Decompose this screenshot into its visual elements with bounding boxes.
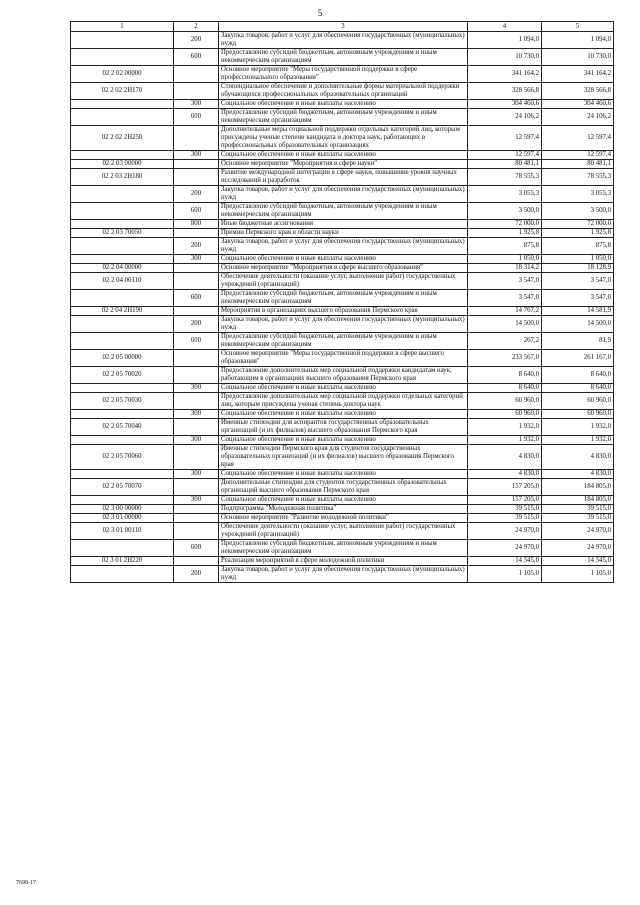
amount-year-1: 12 597,4 — [468, 126, 542, 151]
item-name: Предоставление субсидий бюджетным, автономным учреждениям и иным некоммерческим организациям — [219, 540, 468, 557]
table-row — [71, 307, 614, 316]
item-name: Премии Пермского края в области науки — [219, 229, 468, 238]
expense-type-code: 200 — [174, 316, 219, 333]
amount-year-1: 24 970,0 — [468, 523, 542, 540]
amount-year-1: 60 960,0 — [468, 393, 542, 410]
amount-year-1: 157 205,0 — [468, 496, 542, 505]
item-name: Закупка товаров, работ и услуг для обеспечения государственных (муниципальных) нужд — [219, 186, 468, 203]
amount-year-1: 60 960,0 — [468, 410, 542, 419]
budget-classification-code — [71, 203, 174, 220]
expense-type-code — [174, 445, 219, 470]
amount-year-2: 1 925,8 — [542, 229, 614, 238]
amount-year-2: 4 830,0 — [542, 470, 614, 479]
amount-year-1: 3 055,3 — [468, 186, 542, 203]
item-name: Иные бюджетные ассигнования — [219, 220, 468, 229]
expense-type-code: 600 — [174, 109, 219, 126]
item-name: Предоставление субсидий бюджетным, автономным учреждениям и иным некоммерческим организациям — [219, 109, 468, 126]
amount-year-2: 39 515,0 — [542, 505, 614, 514]
amount-year-1: 39 515,0 — [468, 505, 542, 514]
table-row — [71, 151, 614, 160]
table-row — [71, 255, 614, 264]
amount-year-1: 1 105,0 — [468, 566, 542, 583]
table-row — [71, 169, 614, 186]
table-row — [71, 566, 614, 583]
budget-classification-code: 02 2 05 70030 — [71, 393, 174, 410]
item-name: Социальное обеспечение и иные выплаты населению — [219, 100, 468, 109]
amount-year-1: 328 566,8 — [468, 83, 542, 100]
amount-year-2: 14 500,0 — [542, 316, 614, 333]
budget-classification-code — [71, 290, 174, 307]
header-col-1: 1 — [71, 22, 174, 32]
amount-year-1: 1 925,8 — [468, 229, 542, 238]
item-name: Основное мероприятие "Меры государственной поддержки в сфере профессионального образования" — [219, 66, 468, 83]
amount-year-2: 341 164,2 — [542, 66, 614, 83]
budget-classification-code — [71, 238, 174, 255]
budget-classification-code — [71, 49, 174, 66]
expense-type-code: 300 — [174, 496, 219, 505]
table-row — [71, 505, 614, 514]
amount-year-2: 78 555,3 — [542, 169, 614, 186]
expense-type-code — [174, 169, 219, 186]
expense-type-code: 200 — [174, 32, 219, 49]
amount-year-2: 14 545,0 — [542, 557, 614, 566]
footer-code: 7698-17 — [16, 880, 36, 886]
amount-year-2: 12 597,4 — [542, 151, 614, 160]
amount-year-1: 1 050,0 — [468, 255, 542, 264]
table-row — [71, 229, 614, 238]
amount-year-2: 24 970,0 — [542, 540, 614, 557]
amount-year-2: 261 167,0 — [542, 350, 614, 367]
amount-year-1: 24 970,0 — [468, 540, 542, 557]
table-row — [71, 186, 614, 203]
item-name: Предоставление субсидий бюджетным, автономным учреждениям и иным некоммерческим организациям — [219, 49, 468, 66]
amount-year-2: 12 597,4 — [542, 126, 614, 151]
amount-year-2: 8 640,0 — [542, 367, 614, 384]
budget-classification-code: 02 2 03 2Н180 — [71, 169, 174, 186]
amount-year-1: 233 567,0 — [468, 350, 542, 367]
amount-year-2: 39 515,0 — [542, 514, 614, 523]
amount-year-1: 10 730,0 — [468, 49, 542, 66]
expense-type-code: 600 — [174, 49, 219, 66]
table-row — [71, 160, 614, 169]
budget-classification-code: 02 2 05 70020 — [71, 367, 174, 384]
table-row — [71, 220, 614, 229]
amount-year-2: 1 050,0 — [542, 255, 614, 264]
item-name: Основное мероприятие "Мероприятия в сфере науки" — [219, 160, 468, 169]
amount-year-2: 1 932,0 — [542, 436, 614, 445]
amount-year-1: 304 460,6 — [468, 100, 542, 109]
expense-type-code — [174, 505, 219, 514]
budget-classification-code — [71, 384, 174, 393]
budget-classification-code: 02 2 05 00000 — [71, 350, 174, 367]
expense-type-code: 300 — [174, 255, 219, 264]
amount-year-2: 14 581,9 — [542, 307, 614, 316]
budget-classification-code — [71, 109, 174, 126]
amount-year-1: 80 481,1 — [468, 160, 542, 169]
budget-table-body — [71, 22, 614, 583]
amount-year-1: 341 164,2 — [468, 66, 542, 83]
budget-classification-code — [71, 151, 174, 160]
amount-year-1: 3 500,0 — [468, 203, 542, 220]
table-row — [71, 445, 614, 470]
table-row — [71, 264, 614, 273]
amount-year-1: 267,2 — [468, 333, 542, 350]
budget-classification-code — [71, 100, 174, 109]
expense-type-code: 300 — [174, 470, 219, 479]
table-row — [71, 470, 614, 479]
table-row — [71, 410, 614, 419]
item-name: Социальное обеспечение и иные выплаты населению — [219, 255, 468, 264]
amount-year-2: 24 106,2 — [542, 109, 614, 126]
amount-year-2: 184 805,0 — [542, 496, 614, 505]
expense-type-code — [174, 557, 219, 566]
budget-classification-code: 02 2 05 70070 — [71, 479, 174, 496]
table-row — [71, 496, 614, 505]
expense-type-code: 300 — [174, 436, 219, 445]
expense-type-code: 300 — [174, 100, 219, 109]
amount-year-2: 328 566,8 — [542, 83, 614, 100]
item-name: Предоставление дополнительных мер социальной поддержки отдельных категорий лиц, которым присуждена ученая степень доктора наук — [219, 393, 468, 410]
item-name: Подпрограмма "Молодежная политика" — [219, 505, 468, 514]
table-row — [71, 367, 614, 384]
budget-classification-code: 02 2 02 2Н170 — [71, 83, 174, 100]
expense-type-code — [174, 83, 219, 100]
table-header-row — [71, 22, 614, 32]
expense-type-code — [174, 393, 219, 410]
amount-year-2: 3 055,3 — [542, 186, 614, 203]
amount-year-2: 18 128,9 — [542, 264, 614, 273]
table-row — [71, 32, 614, 49]
item-name: Закупка товаров, работ и услуг для обеспечения государственных (муниципальных) нужд — [219, 566, 468, 583]
budget-classification-code — [71, 255, 174, 264]
amount-year-2: 60 960,0 — [542, 410, 614, 419]
amount-year-1: 157 205,0 — [468, 479, 542, 496]
table-row — [71, 557, 614, 566]
page-number: 5 — [317, 8, 323, 18]
budget-classification-code: 02 2 05 70060 — [71, 445, 174, 470]
budget-classification-code: 02 2 04 00000 — [71, 264, 174, 273]
table-row — [71, 273, 614, 290]
item-name: Предоставление субсидий бюджетным, автономным учреждениям и иным некоммерческим организациям — [219, 203, 468, 220]
table-row — [71, 49, 614, 66]
expense-type-code: 200 — [174, 566, 219, 583]
table-row — [71, 384, 614, 393]
item-name: Основное мероприятие "Мероприятия в сфере высшего образования" — [219, 264, 468, 273]
budget-classification-code — [71, 496, 174, 505]
header-col-3: 3 — [219, 22, 468, 32]
table-row — [71, 436, 614, 445]
item-name: Социальное обеспечение и иные выплаты населению — [219, 384, 468, 393]
amount-year-1: 1 932,0 — [468, 436, 542, 445]
item-name: Предоставление субсидий бюджетным, автономным учреждениям и иным некоммерческим организациям — [219, 333, 468, 350]
table-row — [71, 66, 614, 83]
expense-type-code — [174, 160, 219, 169]
amount-year-1: 14 545,0 — [468, 557, 542, 566]
table-row — [71, 419, 614, 436]
header-col-4: 4 — [468, 22, 542, 32]
expense-type-code: 200 — [174, 238, 219, 255]
budget-classification-code: 02 2 02 00000 — [71, 66, 174, 83]
item-name: Закупка товаров, работ и услуг для обеспечения государственных (муниципальных) нужд — [219, 238, 468, 255]
expense-type-code — [174, 273, 219, 290]
budget-classification-code: 02 3 01 00110 — [71, 523, 174, 540]
expense-type-code — [174, 307, 219, 316]
amount-year-1: 875,8 — [468, 238, 542, 255]
item-name: Социальное обеспечение и иные выплаты населению — [219, 496, 468, 505]
table-row — [71, 316, 614, 333]
amount-year-1: 12 597,4 — [468, 151, 542, 160]
amount-year-1: 1 094,0 — [468, 32, 542, 49]
budget-classification-code — [71, 32, 174, 49]
amount-year-2: 1 094,0 — [542, 32, 614, 49]
item-name: Именные стипендии для аспирантов государственных образовательных организаций (и их филиалов) высшего образования Пермского края — [219, 419, 468, 436]
expense-type-code: 600 — [174, 290, 219, 307]
item-name: Развитие международной интеграции в сфере науки, повышение уровня научных исследований и разработок — [219, 169, 468, 186]
expense-type-code: 200 — [174, 186, 219, 203]
item-name: Стипендиальное обеспечение и дополнительные формы материальной поддержки обучающихся профессиональных образовательных организаций — [219, 83, 468, 100]
budget-classification-code — [71, 316, 174, 333]
amount-year-2: 3 547,0 — [542, 290, 614, 307]
table-row — [71, 126, 614, 151]
item-name: Социальное обеспечение и иные выплаты населению — [219, 410, 468, 419]
item-name: Предоставление дополнительных мер социальной поддержки кандидатам наук, работающим в организациях высшего образования Пермского края — [219, 367, 468, 384]
amount-year-2: 72 000,0 — [542, 220, 614, 229]
amount-year-2: 1 105,0 — [542, 566, 614, 583]
budget-classification-code: 02 2 05 70040 — [71, 419, 174, 436]
item-name: Мероприятия в организациях высшего образования Пермского края — [219, 307, 468, 316]
budget-classification-code: 02 2 04 2Н190 — [71, 307, 174, 316]
item-name: Предоставление субсидий бюджетным, автономным учреждениям и иным некоммерческим организациям — [219, 290, 468, 307]
budget-classification-code: 02 2 03 00000 — [71, 160, 174, 169]
expense-type-code: 600 — [174, 333, 219, 350]
item-name: Дополнительные стипендии для студентов государственных образовательных организаций высшего образования Пермского края — [219, 479, 468, 496]
amount-year-1: 3 547,0 — [468, 273, 542, 290]
expense-type-code: 800 — [174, 220, 219, 229]
expense-type-code: 300 — [174, 151, 219, 160]
expense-type-code — [174, 66, 219, 83]
item-name: Дополнительные меры социальной поддержки отдельных категорий лиц, которым присуждены ученые степени кандидата и доктора наук, работающих в профессиональных образовательных организациях — [219, 126, 468, 151]
table-row — [71, 100, 614, 109]
amount-year-1: 14 767,2 — [468, 307, 542, 316]
amount-year-1: 8 640,0 — [468, 384, 542, 393]
table-row — [71, 393, 614, 410]
amount-year-1: 24 106,2 — [468, 109, 542, 126]
table-row — [71, 290, 614, 307]
item-name: Социальное обеспечение и иные выплаты населению — [219, 470, 468, 479]
amount-year-2: 3 547,0 — [542, 273, 614, 290]
expense-type-code — [174, 514, 219, 523]
expense-type-code — [174, 523, 219, 540]
amount-year-2: 3 500,0 — [542, 203, 614, 220]
expense-type-code — [174, 350, 219, 367]
budget-classification-code — [71, 186, 174, 203]
amount-year-1: 14 500,0 — [468, 316, 542, 333]
budget-classification-code: 02 3 00 00000 — [71, 505, 174, 514]
item-name: Социальное обеспечение и иные выплаты населению — [219, 151, 468, 160]
table-row — [71, 350, 614, 367]
amount-year-1: 4 830,0 — [468, 470, 542, 479]
item-name: Закупка товаров, работ и услуг для обеспечения государственных (муниципальных) нужд — [219, 32, 468, 49]
amount-year-2: 24 970,0 — [542, 523, 614, 540]
amount-year-2: 1 932,0 — [542, 419, 614, 436]
amount-year-2: 4 830,0 — [542, 445, 614, 470]
table-row — [71, 479, 614, 496]
expense-type-code: 600 — [174, 540, 219, 557]
table-row — [71, 523, 614, 540]
budget-classification-code — [71, 410, 174, 419]
amount-year-1: 4 830,0 — [468, 445, 542, 470]
expense-type-code — [174, 367, 219, 384]
budget-classification-code — [71, 333, 174, 350]
amount-year-1: 18 314,2 — [468, 264, 542, 273]
table-row — [71, 333, 614, 350]
budget-classification-code — [71, 220, 174, 229]
amount-year-2: 8 640,0 — [542, 384, 614, 393]
expense-type-code — [174, 229, 219, 238]
budget-classification-code: 02 2 04 00110 — [71, 273, 174, 290]
amount-year-2: 875,8 — [542, 238, 614, 255]
amount-year-1: 1 932,0 — [468, 419, 542, 436]
amount-year-2: 80 481,1 — [542, 160, 614, 169]
amount-year-1: 39 515,0 — [468, 514, 542, 523]
amount-year-1: 78 555,3 — [468, 169, 542, 186]
budget-classification-code — [71, 470, 174, 479]
item-name: Именные стипендии Пермского края для студентов государственных образовательных организаций (и их филиалов) высшего образования Пермского края — [219, 445, 468, 470]
item-name: Основное мероприятие "Меры государственной поддержки в сфере высшего образования" — [219, 350, 468, 367]
budget-classification-code: 02 2 02 2Н250 — [71, 126, 174, 151]
amount-year-2: 10 730,0 — [542, 49, 614, 66]
table-row — [71, 514, 614, 523]
item-name: Закупка товаров, работ и услуг для обеспечения государственных (муниципальных) нужд — [219, 316, 468, 333]
budget-classification-code — [71, 436, 174, 445]
header-col-2: 2 — [174, 22, 219, 32]
budget-classification-code: 02 2 03 70050 — [71, 229, 174, 238]
table-row — [71, 540, 614, 557]
expense-type-code — [174, 419, 219, 436]
budget-classification-code — [71, 540, 174, 557]
expense-type-code — [174, 479, 219, 496]
table-row — [71, 238, 614, 255]
amount-year-2: 184 805,0 — [542, 479, 614, 496]
amount-year-2: 60 960,0 — [542, 393, 614, 410]
amount-year-1: 8 640,0 — [468, 367, 542, 384]
amount-year-1: 72 000,0 — [468, 220, 542, 229]
amount-year-1: 3 547,0 — [468, 290, 542, 307]
budget-classification-code: 02 3 01 00000 — [71, 514, 174, 523]
expense-type-code: 600 — [174, 203, 219, 220]
item-name: Социальное обеспечение и иные выплаты населению — [219, 436, 468, 445]
header-col-5: 5 — [542, 22, 614, 32]
expense-type-code: 300 — [174, 410, 219, 419]
expense-type-code — [174, 264, 219, 273]
table-row — [71, 83, 614, 100]
budget-table — [70, 21, 614, 583]
budget-classification-code — [71, 566, 174, 583]
item-name: Реализация мероприятий в сфере молодежной политики — [219, 557, 468, 566]
expense-type-code: 300 — [174, 384, 219, 393]
item-name: Основное мероприятие "Развитие молодежной политики" — [219, 514, 468, 523]
table-row — [71, 203, 614, 220]
amount-year-2: 81,9 — [542, 333, 614, 350]
budget-classification-code: 02 3 01 2Н220 — [71, 557, 174, 566]
item-name: Обеспечение деятельности (оказание услуг, выполнение работ) государственных учреждений (организаций) — [219, 273, 468, 290]
expense-type-code — [174, 126, 219, 151]
amount-year-2: 304 460,6 — [542, 100, 614, 109]
table-row — [71, 109, 614, 126]
item-name: Обеспечение деятельности (оказание услуг, выполнение работ) государственных учреждений (организаций) — [219, 523, 468, 540]
